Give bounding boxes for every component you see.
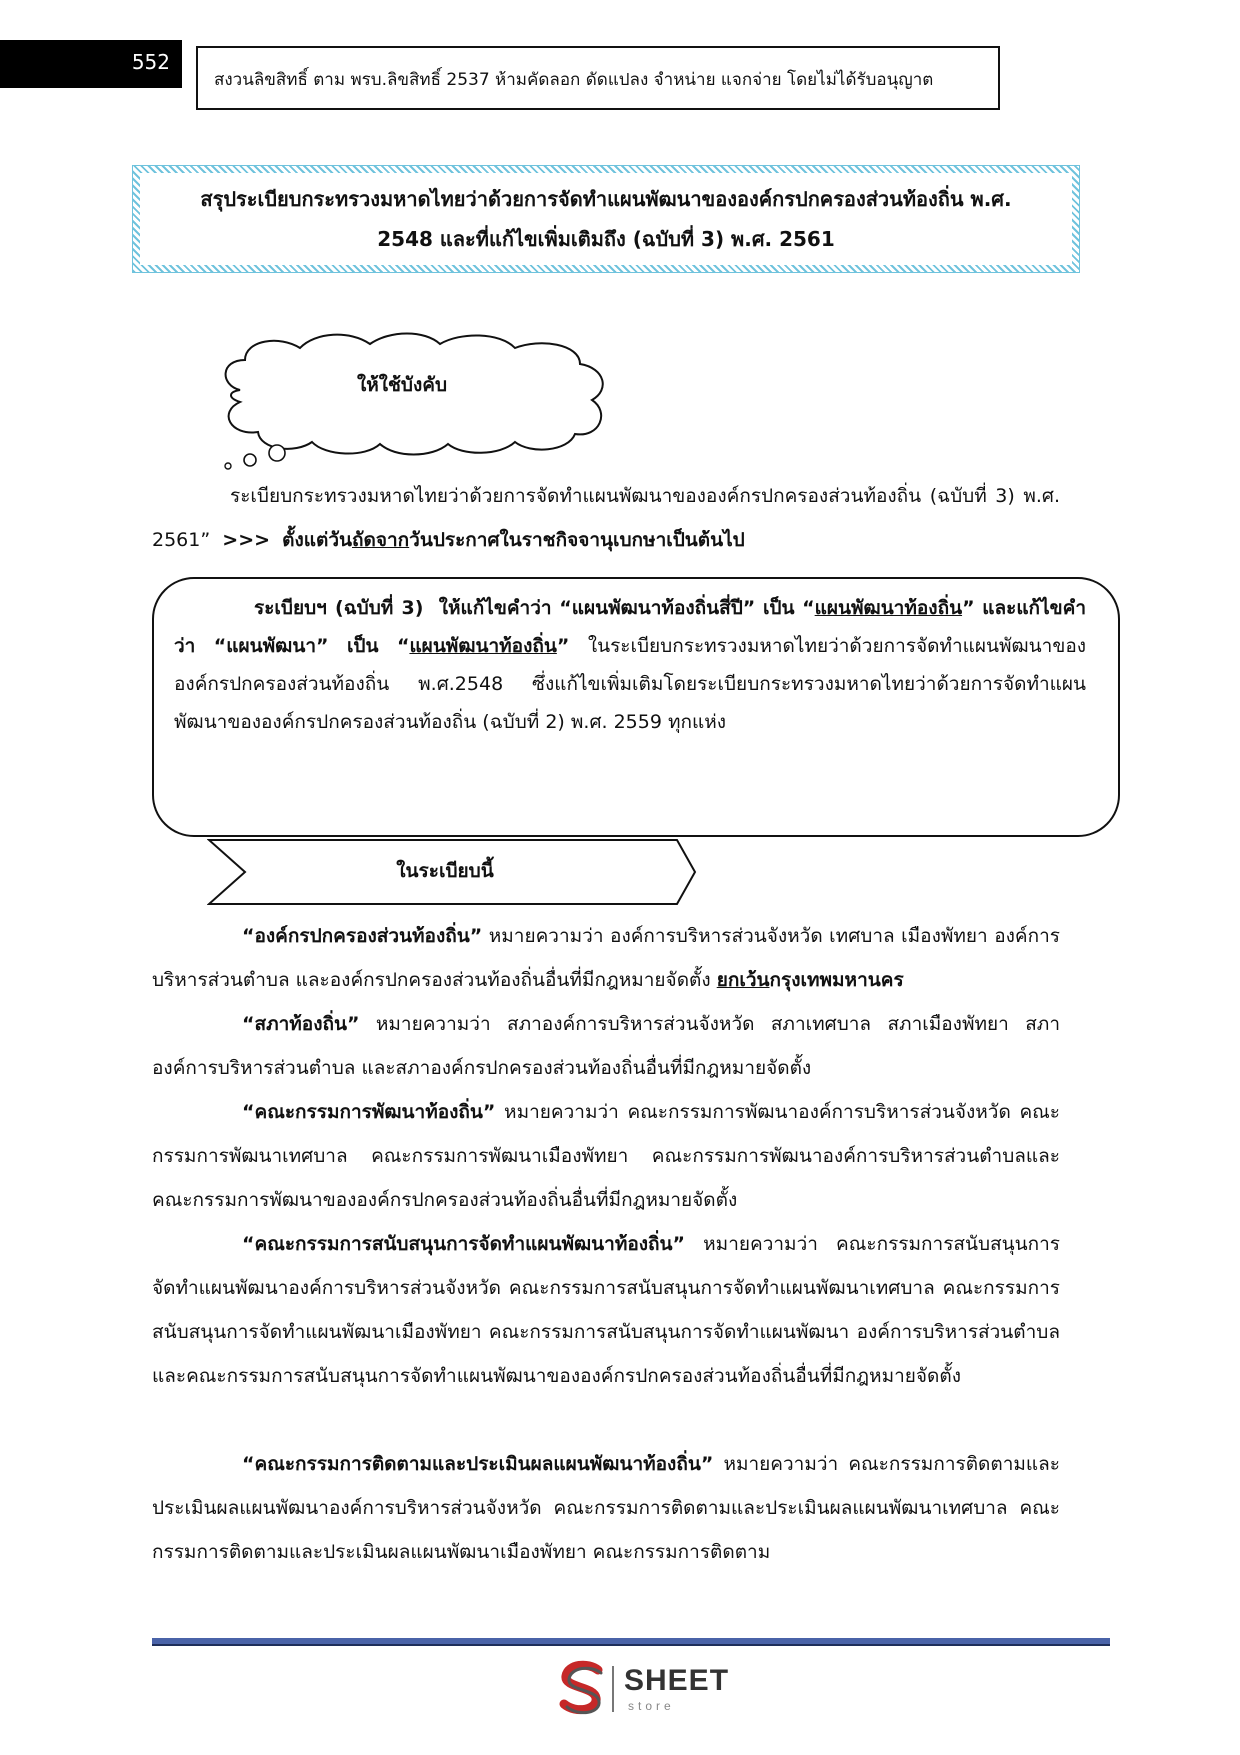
footer-rule bbox=[152, 1638, 1110, 1646]
section-label: ในระเบียบนี้ bbox=[396, 860, 494, 882]
logo-divider bbox=[612, 1666, 614, 1712]
quote-mark: ” bbox=[962, 597, 975, 619]
amendment-rest: ในระเบียบกระทรวงมหาดไทยว่าด้วยการจัดทำแผนพัฒนาขององค์กรปกครองส่วนท้องถิ่น พ.ศ.2548 ซึ่งแก้ไขเพิ่มเติมโดยระเบียบกระทรวงมหาดไทยว่าด้วยการจัดทำแผนพัฒนาขององค์กรปกครองส่วนท้องถิ่น (ฉบับที่ 2) พ.ศ. 2559 ทุกแห่ง bbox=[174, 635, 1087, 733]
amendment-new-term: แผนพัฒนาท้องถิ่น bbox=[814, 597, 963, 619]
amendment-old-term: “แผนพัฒนาท้องถิ่นสี่ปี” bbox=[559, 597, 756, 619]
definition-paragraph bbox=[152, 1090, 1060, 1222]
amendment-lead: ระเบียบฯ (ฉบับที่ 3) bbox=[254, 597, 424, 619]
title-line-1: สรุประเบียบกระทรวงมหาดไทยว่าด้วยการจัดทำแผนพัฒนาขององค์กรปกครองส่วนท้องถิ่น พ.ศ. bbox=[200, 187, 1012, 211]
title-frame bbox=[132, 165, 1080, 273]
definition-text: หมายความว่า องค์การบริหารส่วนจังหวัด เทศบาล เมืองพัทยา องค์การบริหารส่วนตำบล และองค์กรปกครองส่วนท้องถิ่นอื่นที่มีกฎหมายจัดตั้ง bbox=[152, 925, 1061, 991]
definition-text: หมายความว่า คณะกรรมการพัฒนาองค์การบริหารส่วนจังหวัด คณะกรรมการพัฒนาเทศบาล คณะกรรมการพัฒนาเมืองพัทยา คณะกรรมการพัฒนาองค์การบริหารส่วนตำบลและคณะกรรมการพัฒนาขององค์กรปกครองส่วนท้องถิ่นอื่นที่มีกฎหมายจัดตั้ง bbox=[152, 1101, 1060, 1211]
page-number: 552 bbox=[131, 50, 170, 74]
definition-text: หมายความว่า คณะกรรมการติดตามและ ประเมินผลแผนพัฒนาองค์การบริหารส่วนจังหวัด คณะกรรมการติดตามและประเมินผลแผนพัฒนาเทศบาล คณะกรรมการติดตามและประเมินผลแผนพัฒนาเมืองพัทยา คณะกรรมการติดตาม bbox=[152, 1453, 1061, 1563]
definition-emphasis: ยกเว้น bbox=[716, 969, 770, 991]
amendment-phrase: เป็น bbox=[762, 597, 795, 619]
definition-paragraph bbox=[152, 1002, 1060, 1090]
effective-date-2: ถัดจาก bbox=[352, 529, 410, 551]
quote-mark: “ bbox=[396, 635, 410, 657]
thought-cloud bbox=[200, 330, 630, 470]
amendment-phrase: และแก้ไขคำว่า bbox=[174, 597, 1086, 657]
copyright-notice: สงวนลิขสิทธิ์ ตาม พรบ.ลิขสิทธิ์ 2537 ห้ามคัดลอก ดัดแปลง จำหน่าย แจกจ่าย โดยไม่ได้รับอนุญาต bbox=[214, 70, 934, 90]
document-title bbox=[140, 173, 1072, 265]
definition-emphasis: กรุงเทพมหานคร bbox=[769, 969, 904, 991]
enforcement-text: ระเบียบกระทรวงมหาดไทยว่าด้วยการจัดทำแผนพัฒนาขององค์กรปกครองส่วนท้องถิ่น (ฉบับที่ 3) พ.ศ. 2561” bbox=[152, 485, 1060, 551]
definition-term: “สภาท้องถิ่น” bbox=[242, 1013, 360, 1035]
title-line-2: 2548 และที่แก้ไขเพิ่มเติมถึง (ฉบับที่ 3) พ.ศ. 2561 bbox=[377, 227, 835, 251]
amendment-text bbox=[174, 589, 1086, 741]
definition-text: หมายความว่า คณะกรรมการสนับสนุนการ จัดทำแผนพัฒนาองค์การบริหารส่วนจังหวัด คณะกรรมการสนับสนุนการจัดทำแผนพัฒนาเทศบาล คณะกรรมการสนับสนุนการจัดทำแผนพัฒนาเมืองพัทยา คณะกรรมการสนับสนุนการจัดทำแผนพัฒนา องค์การบริหารส่วนตำบล และคณะกรรมการสนับสนุนการจัดทำแผนพัฒนาขององค์กรปกครองส่วนท้องถิ่นอื่นที่มีกฎหมายจัดตั้ง bbox=[152, 1233, 1060, 1387]
definition-paragraph bbox=[152, 1222, 1060, 1398]
page-number-tab bbox=[0, 40, 182, 88]
definition-paragraph bbox=[152, 1442, 1060, 1574]
amendment-box bbox=[152, 577, 1120, 837]
definition-text: หมายความว่า สภาองค์การบริหารส่วนจังหวัด สภาเทศบาล สภาเมืองพัทยา สภา องค์การบริหารส่วนตำบล และสภาองค์กรปกครองส่วนท้องถิ่นอื่นที่มีกฎหมายจัดตั้ง bbox=[152, 1013, 1060, 1079]
amendment-old-term: “แผนพัฒนา” bbox=[213, 635, 329, 657]
amendment-phrase: ให้แก้ไขคำว่า bbox=[438, 597, 552, 619]
quote-mark: “ bbox=[802, 597, 815, 619]
amendment-new-term: แผนพัฒนาท้องถิ่น bbox=[409, 635, 557, 657]
definition-paragraph bbox=[152, 914, 1060, 1002]
sheet-store-logo-icon bbox=[558, 1660, 608, 1716]
cloud-label: ให้ใช้บังคับ bbox=[356, 374, 448, 396]
definition-term: “คณะกรรมการติดตามและประเมินผลแผนพัฒนาท้องถิ่น” bbox=[242, 1453, 714, 1475]
effective-date-1: ตั้งแต่วัน bbox=[282, 529, 353, 551]
logo-wordmark: SHEET bbox=[624, 1664, 730, 1697]
copyright-notice-box bbox=[196, 46, 1000, 110]
enforcement-paragraph bbox=[152, 474, 1060, 562]
definition-term: “องค์กรปกครองส่วนท้องถิ่น” bbox=[242, 925, 483, 947]
definition-term: “คณะกรรมการพัฒนาท้องถิ่น” bbox=[242, 1101, 496, 1123]
effective-date-3: วันประกาศในราชกิจจานุเบกษาเป็นต้นไป bbox=[409, 529, 745, 551]
enforcement-arrow: >>> bbox=[222, 529, 271, 551]
amendment-phrase: เป็น bbox=[346, 635, 379, 657]
logo-subtext: store bbox=[628, 1699, 675, 1713]
definition-term: “คณะกรรมการสนับสนุนการจัดทำแผนพัฒนาท้องถิ่น” bbox=[242, 1233, 686, 1255]
quote-mark: ” bbox=[556, 635, 570, 657]
